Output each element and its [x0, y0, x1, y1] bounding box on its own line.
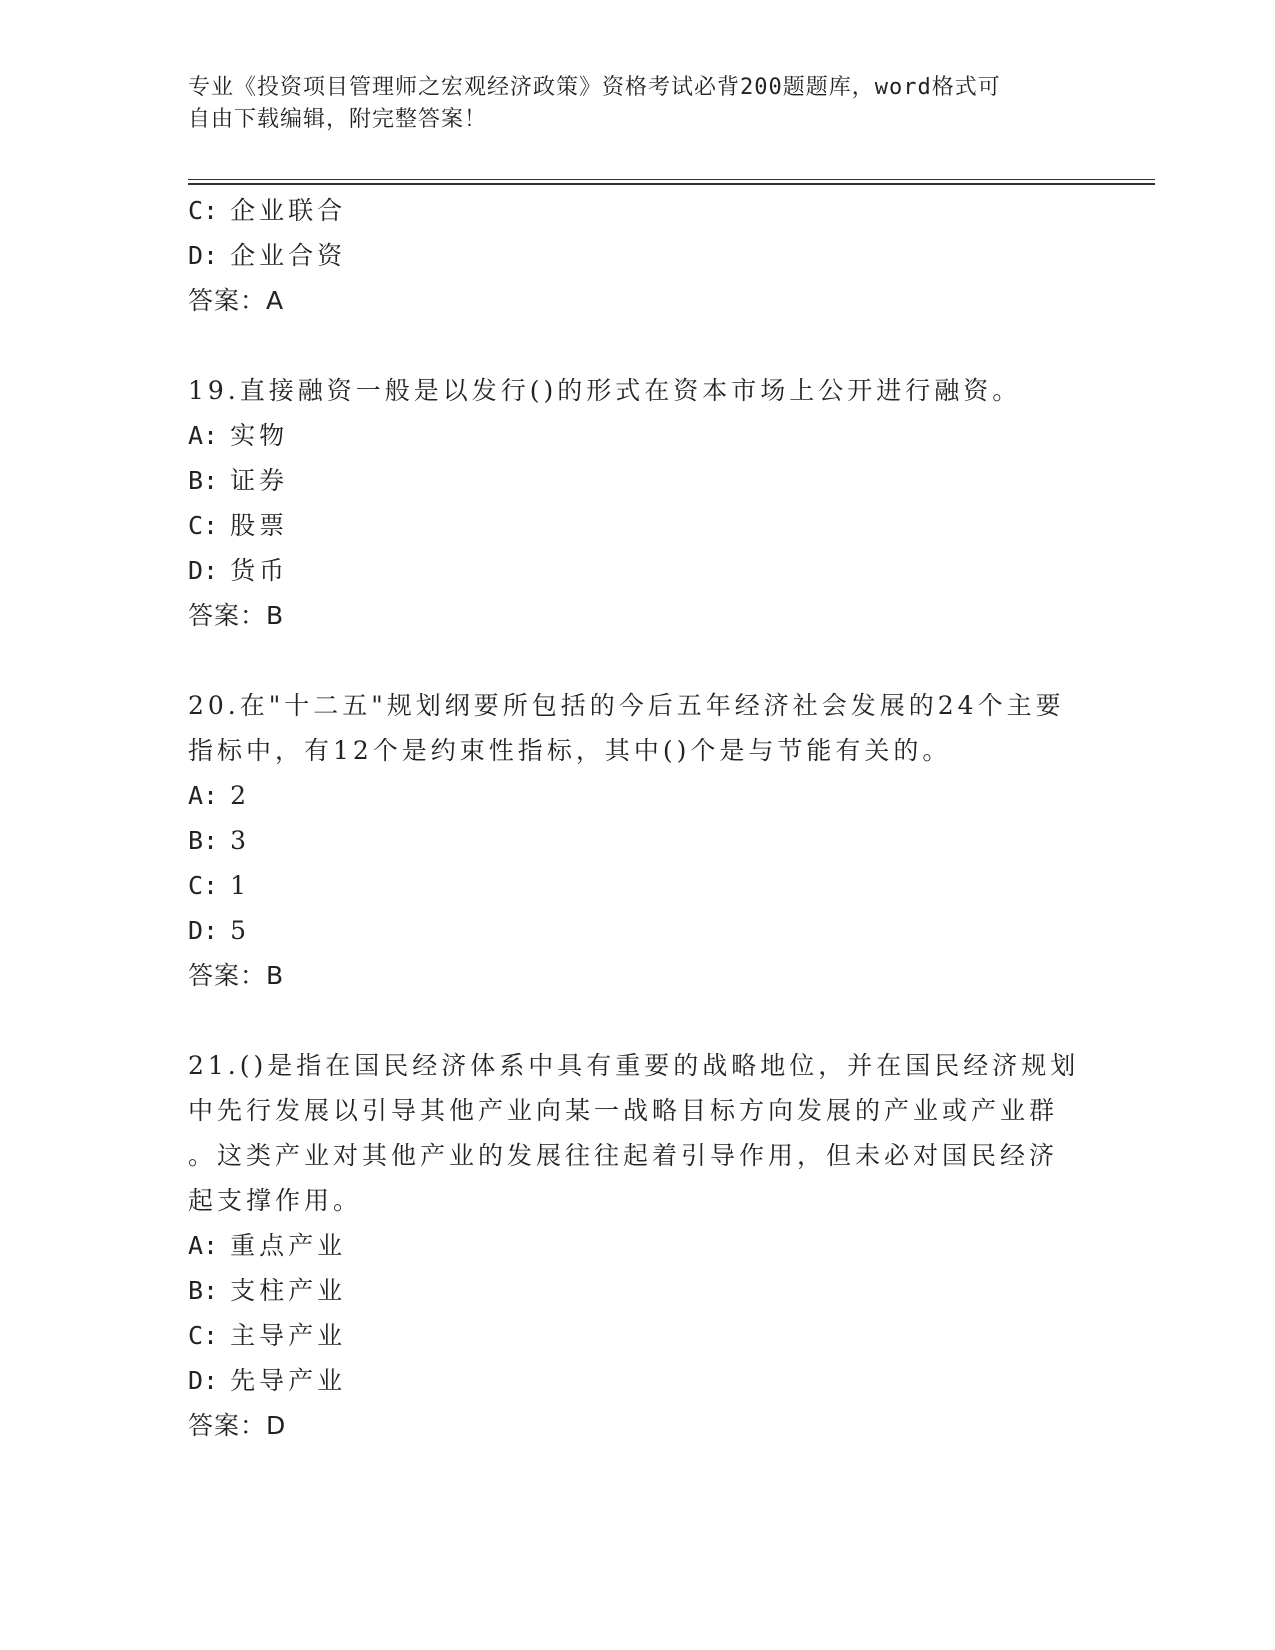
option-d [188, 1358, 1088, 1403]
option-b [188, 458, 1088, 503]
question-content [188, 188, 1088, 1448]
option-letter: C: [188, 871, 219, 900]
option-text: 1 [230, 871, 250, 900]
option-letter: D: [188, 241, 219, 270]
option-letter: A: [188, 421, 219, 450]
option-letter: A: [188, 1231, 219, 1260]
answer-line: 答案：A [188, 286, 285, 315]
option-text: 重点产业 [230, 1231, 347, 1260]
header-divider-thin [188, 179, 1155, 180]
option-a [188, 1223, 1088, 1268]
question-text-line-1: 20.在"十二五"规划纲要所包括的今后五年经济社会发展的24个主要 [188, 691, 1065, 720]
question-text-line-4: 起支撑作用。 [188, 1186, 363, 1215]
option-letter: A: [188, 781, 219, 810]
continued-question [188, 188, 1088, 323]
question-text-line-3: 。这类产业对其他产业的发展往往起着引导作用，但未必对国民经济 [188, 1141, 1059, 1170]
question-21 [188, 1043, 1088, 1448]
question-text-line-1: 21.()是指在国民经济体系中具有重要的战略地位，并在国民经济规划 [188, 1051, 1080, 1080]
question-20 [188, 683, 1088, 998]
option-text: 企业联合 [230, 196, 347, 225]
option-letter: C: [188, 196, 219, 225]
answer-line: 答案：B [188, 961, 285, 990]
option-letter: B: [188, 826, 219, 855]
spacer [188, 998, 1088, 1043]
option-text: 证券 [230, 466, 289, 495]
header-divider-thick [188, 183, 1155, 185]
spacer [188, 323, 1088, 368]
option-text: 2 [230, 781, 250, 810]
option-text: 先导产业 [230, 1366, 347, 1395]
option-a [188, 773, 1088, 818]
option-letter: B: [188, 466, 219, 495]
option-c [188, 503, 1088, 548]
option-letter: B: [188, 1276, 219, 1305]
option-letter: C: [188, 1321, 219, 1350]
header-line-2: 自由下载编辑，附完整答案！ [188, 107, 488, 132]
option-text: 企业合资 [230, 241, 347, 270]
option-letter: D: [188, 1366, 219, 1395]
question-19 [188, 368, 1088, 638]
option-c [188, 863, 1088, 908]
option-d [188, 233, 1088, 278]
option-c [188, 188, 1088, 233]
document-header [188, 72, 1068, 136]
option-c [188, 1313, 1088, 1358]
question-text-line-2: 指标中，有12个是约束性指标，其中()个是与节能有关的。 [188, 736, 952, 765]
option-text: 实物 [230, 421, 289, 450]
option-letter: D: [188, 916, 219, 945]
question-text: 19.直接融资一般是以发行()的形式在资本市场上公开进行融资。 [188, 376, 1022, 405]
option-text: 货币 [230, 556, 289, 585]
option-b [188, 818, 1088, 863]
answer-line: 答案：B [188, 601, 285, 630]
spacer [188, 638, 1088, 683]
option-letter: C: [188, 511, 219, 540]
question-text-line-2: 中先行发展以引导其他产业向某一战略目标方向发展的产业或产业群 [188, 1096, 1059, 1125]
option-letter: D: [188, 556, 219, 585]
option-text: 5 [230, 916, 250, 945]
option-text: 主导产业 [230, 1321, 347, 1350]
option-text: 3 [230, 826, 250, 855]
option-b [188, 1268, 1088, 1313]
header-line-1: 专业《投资项目管理师之宏观经济政策》资格考试必背200题题库，word格式可 [188, 75, 1001, 100]
answer-line: 答案：D [188, 1411, 287, 1440]
option-text: 支柱产业 [230, 1276, 347, 1305]
option-d [188, 908, 1088, 953]
option-d [188, 548, 1088, 593]
option-a [188, 413, 1088, 458]
option-text: 股票 [230, 511, 289, 540]
